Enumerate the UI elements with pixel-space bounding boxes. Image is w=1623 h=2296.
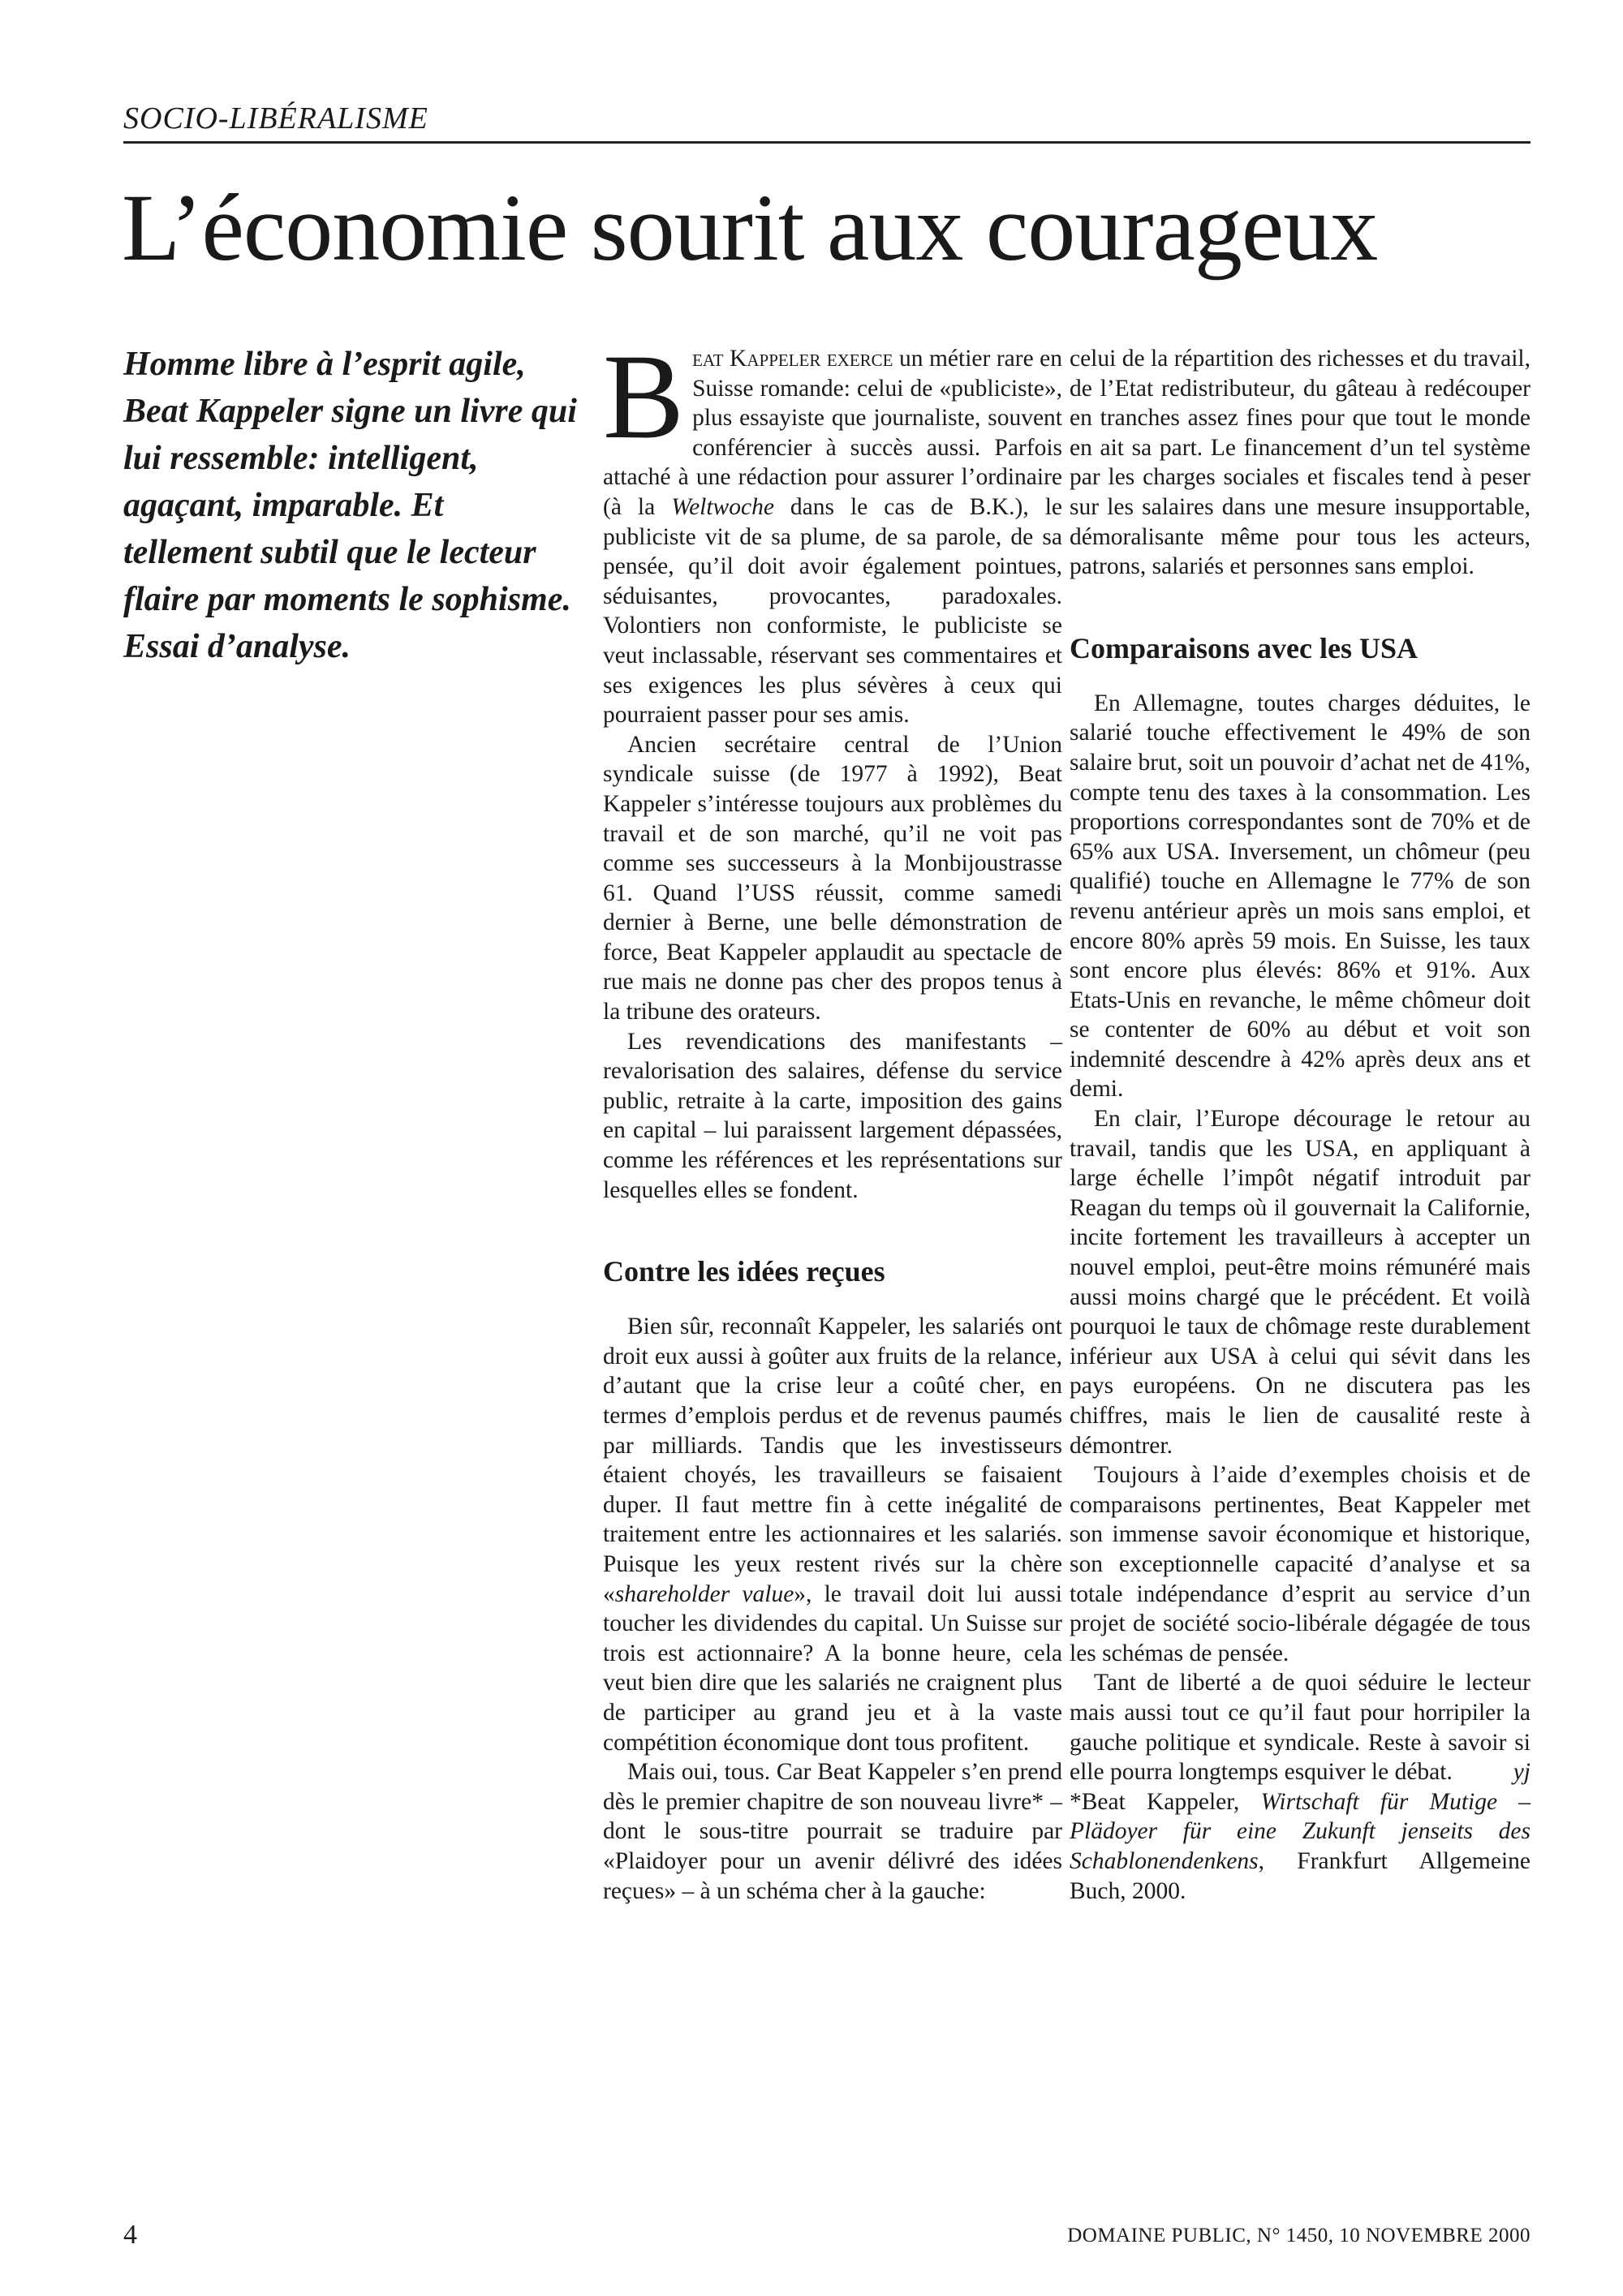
article-column-3 [1070, 344, 1530, 1906]
article-lede: Homme libre à l’esprit agile, Beat Kappeler signe un livre qui lui ressemble: intelligent, agaçant, imparable. Et tellement subtil que le lecteur flaire par moments le sophisme. Essai d’analyse. [123, 346, 577, 665]
drop-cap: B [603, 329, 685, 464]
paragraph-1 [603, 329, 1062, 730]
paragraph-2: Ancien secrétaire central de l’Union syndicale suisse (de 1977 à 1992), Beat Kappeler s’intéresse toujours aux problèmes du travail et de son marché, qu’il ne voit pas comme ses successeurs à la Monbijoustrasse 61. Quand l’USS réussit, comme samedi dernier à Berne, une belle démonstration de force, Beat Kappeler applaudit au spectacle de rue mais ne donne pas cher des propos tenus à la tribune des orateurs. [603, 731, 1062, 1025]
section-rubric: SOCIO-LIBÉRALISME [123, 101, 428, 135]
article-title: L’économie sourit aux courageux [122, 174, 1378, 281]
paragraph-9: Toujours à l’aide d’exemples choisis et de comparaisons pertinentes, Beat Kappeler met son immense savoir économique et historique, son exceptionnelle capacité d’analyse et sa totale indépendance d’esprit au service d’un projet de société socio-libérale dégagée de tous les schémas de pensée. [1070, 1462, 1530, 1666]
paragraph-7: En Allemagne, toutes charges déduites, le salarié touche effectivement le 49% de son salaire brut, soit un pouvoir d’achat net de 41%, compte tenu des taxes à la consommation. Les proportions correspondantes sont de 70% et de 65% aux USA. Inversement, un chômeur (peu qualifié) touche en Allemagne le 77% de son revenu antérieur après un mois sans emploi, et encore 80% après 59 mois. En Suisse, les taux sont encore plus élevés: 86% et 91%. Aux Etats-Unis en revanche, le même chômeur doit se contenter de 60% au début et voit son indemnité descendre à 42% après deux ans et demi. [1070, 690, 1530, 1103]
paragraph-4 [603, 1312, 1062, 1757]
shareholder-value-term: shareholder value [614, 1580, 794, 1607]
subheading-contre-les-idees-recues: Contre les idées reçues [603, 1255, 885, 1288]
paragraph-5: Mais oui, tous. Car Beat Kappeler s’en prend dès le premier chapitre de son nouveau livre* – dont le sous-titre pourrait se traduire par «Plaidoyer pour un avenir délivré des idées reçues» – à un schéma cher à la gauche: [603, 1759, 1062, 1904]
paragraph-4-text: Bien sûr, reconnaît Kappeler, les salariés ont droit eux aussi à goûter aux fruits de la relance, d’autant que la crise leur a coûté cher, en termes d’emplois perdus et de revenus paumés par milliards. Tandis que les investisseurs étaient choyés, les travailleurs se faisaient duper. Il faut mettre fin à cette inégalité de traitement entre les actionnaires et les salariés. Puisque les yeux restent rivés sur la chère « [603, 1314, 1062, 1607]
footnote-end: , Frankfurt Allgemeine Buch, 2000. [1070, 1847, 1530, 1904]
paragraph-6: celui de la répartition des richesses et du travail, de l’Etat redistributeur, du gâteau à redécouper en tranches assez fines pour que tout le monde en ait sa part. Le financement d’un tel système par les charges sociales et fiscales tend à peser sur les salaires dans une mesure insupportable, démoralisante même pour tous les acteurs, patrons, salariés et personnes sans emploi. [1070, 346, 1530, 580]
author-signature: yj [1513, 1759, 1530, 1786]
paragraph-10-text: Tant de liberté a de quoi séduire le lecteur mais aussi tout ce qu’il faut pour horripiler la gauche politique et syndicale. Reste à savoir si elle pourra longtemps esquiver le débat. [1070, 1670, 1530, 1786]
paragraph-4-end: », le travail doit lui aussi toucher les dividendes du capital. Un Suisse sur trois est actionnaire? A la bonne heure, cela veut bien dire que les salariés ne craignent plus de participer au grand jeu et à la vaste compétition économique dont tous profitent. [603, 1580, 1062, 1756]
book-title: Wirtschaft für Mutige – Plädoyer für eine Zukunft jenseits des Schablonendenkens [1070, 1788, 1530, 1874]
publication-footer: DOMAINE PUBLIC, N° 1450, 10 NOVEMBRE 2000 [1067, 2225, 1530, 2247]
subheading-comparaisons-usa: Comparaisons avec les USA [1070, 631, 1418, 664]
paragraph-3: Les revendications des manifestants – revalorisation des salaires, défense du service public, retraite à la carte, imposition des gains en capital – lui paraissent largement dépassées, comme les références et les représentations sur lesquelles elles se fondent. [603, 1028, 1062, 1203]
lead-smallcaps: eat Kappeler exerce [692, 346, 893, 372]
header-rule [123, 141, 1530, 144]
paragraph-10 [1070, 1668, 1530, 1786]
magazine-name: Weltwoche [671, 493, 774, 520]
article-column-2 [603, 329, 1062, 1906]
footnote [1070, 1787, 1530, 1906]
paragraph-8: En clair, l’Europe décourage le retour au travail, tandis que les USA, en appliquant à large échelle l’impôt négatif introduit par Reagan du temps où il gouvernait la Californie, incite fortement les travailleurs à accepter un nouvel emploi, peut-être moins rémunéré mais aussi moins chargé que le précédent. Et voilà pourquoi le taux de chômage reste durablement inférieur aux USA à celui qui sévit dans les pays européens. On ne discutera pas les chiffres, mais le lien de causalité reste à démontrer. [1070, 1106, 1530, 1459]
page-number: 4 [123, 2220, 137, 2250]
footnote-text: *Beat Kappeler, [1070, 1788, 1261, 1815]
paragraph-1-end: dans le cas de B.K.), le publiciste vit de sa plume, de sa parole, de sa pensée, qu’il doit avoir également pointues, séduisantes, provocantes, paradoxales. Volontiers non conformiste, le publiciste se veut inclassable, réservant ses commentaires et ses exigences les plus sévères à ceux qui pourraient passer pour ses amis. [603, 493, 1062, 729]
paragraph-1-text: un métier rare en Suisse romande: celui de «publiciste», plus essayiste que journaliste, souvent conférencier à succès aussi. Parfois attaché à une rédaction pour assurer l’ordinaire (à la [603, 346, 1062, 520]
